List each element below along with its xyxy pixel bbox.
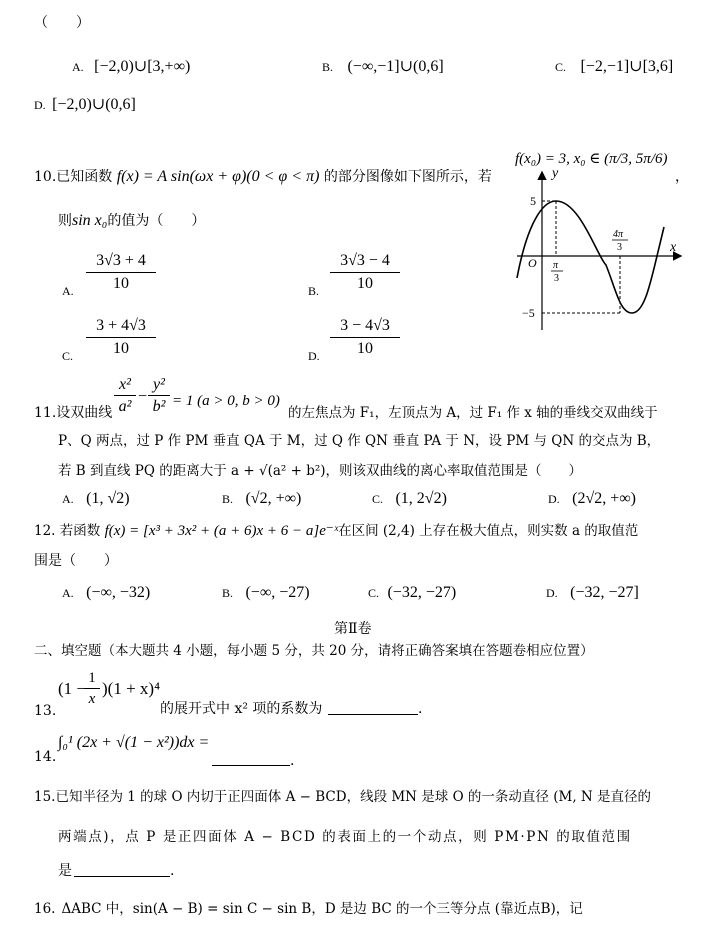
numerator: 3 − 4√3 xyxy=(330,317,400,338)
q11-hyp-condition: = 1 (a > 0, b > 0) xyxy=(172,393,280,409)
q14-answer-blank[interactable] xyxy=(212,765,290,766)
q10-option-c-fraction xyxy=(86,317,156,358)
q10-option-a-fraction xyxy=(86,252,156,293)
q10-sine-graph xyxy=(512,165,687,335)
denominator: 10 xyxy=(113,340,129,357)
denominator: 10 xyxy=(113,275,129,292)
q10-comma: ， xyxy=(675,169,689,185)
q11-option-a: A. (1, √2) xyxy=(62,490,130,507)
numerator: 3 + 4√3 xyxy=(86,317,156,338)
q13-expr-a: (1 − xyxy=(58,679,86,698)
q11-minus: − xyxy=(138,388,148,405)
q11-line2: P、Q 两点，过 P 作 PM 垂直 QA 于 M，过 Q 作 QN 垂直 PA 于 N，设 PM 与 QN 的交点为 B， xyxy=(58,433,661,449)
denominator: 10 xyxy=(357,340,373,357)
q12-option-a: A. (−∞, −32) xyxy=(62,584,151,601)
q11-frac-y: $\frac{\text{y²}}{\text{b²}}$ xyxy=(148,376,170,416)
q11-line1-post: 的左焦点为 F₁，左顶点为 A，过 F₁ 作 x 轴的垂线交双曲线于 xyxy=(288,405,658,421)
q10-stem xyxy=(34,168,492,186)
sine-curve xyxy=(517,201,664,313)
q11-line3: 若 B 到直线 PQ 的距离大于 a + √(a² + b²)，则该双曲线的离心率取值范围是（ ） xyxy=(58,463,583,479)
q9-option-a xyxy=(72,58,190,76)
q9-option-d xyxy=(34,96,136,114)
q10-mid: 的部分图像如下图所示，若 xyxy=(323,169,492,185)
option-text: [−2,0)∪[3,+∞) xyxy=(94,58,191,75)
q16-line1: 16. ΔABC 中，sin(A − B) = sin C − sin B，D 是边 BC 的一个三等分点 (靠近点B)，记 xyxy=(34,901,583,917)
denominator: 10 xyxy=(357,275,373,292)
q11-option-c: C. (1, 2√2) xyxy=(372,490,447,507)
option-letter: A. xyxy=(72,60,84,74)
q12-option-b: B. (−∞, −27) xyxy=(222,584,310,601)
tick1-num: π xyxy=(553,260,559,271)
q15-line2: 两端点)，点 P 是正四面体 A − BCD 的表面上的一个动点，则 PM·PN 的取值范围 xyxy=(58,829,632,845)
q10-condition: f(x₀) = 3, x₀ ∈ (π/3, 5π/6) xyxy=(515,151,668,167)
q15-end: . xyxy=(170,863,175,879)
q12-function: f(x) = [x³ + 3x² + (a + 6)x + 6 − a]e⁻ˣ xyxy=(104,523,339,539)
q15-line1: 15.已知半径为 1 的球 O 内切于正四面体 A − BCD，线段 MN 是球 O 的一条动直径 (M, N 是直径的 xyxy=(34,789,651,805)
option-letter: B. xyxy=(322,60,334,74)
q10-option-a-letter: A. xyxy=(62,284,74,298)
q10-sin-x0: sin x₀ xyxy=(72,212,108,229)
q10-intro: 已知函数 xyxy=(56,169,113,185)
option-letter: C. xyxy=(555,60,567,74)
q15-line3: 是 xyxy=(58,863,72,879)
q9-option-c xyxy=(555,58,673,76)
y-top-label: 5 xyxy=(530,194,536,208)
origin-label: O xyxy=(528,256,537,270)
q14-integral: ∫₀¹ (2x + √(1 − x²))dx = xyxy=(58,734,210,751)
numerator: 3√3 + 4 xyxy=(86,252,156,273)
x-axis-label: x xyxy=(670,240,677,255)
question-number: 10. xyxy=(34,169,57,185)
tick2-num: 4π xyxy=(613,229,624,240)
q13-text: 的展开式中 x² 项的系数为 xyxy=(160,701,323,717)
tick1-den: 3 xyxy=(554,273,559,284)
q10-option-d-fraction xyxy=(330,317,400,358)
q13-frac: $\frac{1}{x}$ xyxy=(84,670,100,708)
q13-number: 13. xyxy=(34,703,57,719)
q9-stem: （ ） xyxy=(34,15,90,31)
part2-section-heading: 二、填空题（本大题共 4 小题，每小题 5 分，共 20 分，请将正确答案填在答题卷相应位置） xyxy=(34,643,594,659)
q13-expr-b: )(1 + x)⁴ xyxy=(102,679,160,698)
q12-line2: 围是（ ） xyxy=(34,553,118,569)
q13-end: . xyxy=(418,701,423,717)
q15-answer-blank[interactable] xyxy=(74,876,170,877)
q11-option-d: D. (2√2, +∞) xyxy=(548,490,636,507)
q12-line1: 12. 若函数 f(x) = [x³ + 3x² + (a + 6)x + 6 − a]e⁻ˣ在区间 (2,4) 上存在极大值点，则实数 a 的取值范 xyxy=(34,523,639,539)
numerator: 3√3 − 4 xyxy=(330,252,400,273)
q9-option-b xyxy=(322,58,444,76)
option-text: [−2,−1]∪[3,6] xyxy=(580,58,674,75)
q10-option-c-letter: C. xyxy=(62,349,74,363)
y-bottom-label: −5 xyxy=(522,306,535,320)
tick2-den: 3 xyxy=(617,242,622,253)
q10-option-b-letter: B. xyxy=(308,284,320,298)
q14-end: . xyxy=(290,753,295,769)
option-text: (−∞,−1]∪(0,6] xyxy=(347,58,444,75)
q12-option-c: C. (−32, −27) xyxy=(368,584,457,601)
q11-option-b: B. (√2, +∞) xyxy=(222,490,302,507)
q10-option-d-letter: D. xyxy=(308,349,320,363)
option-letter: D. xyxy=(34,98,46,112)
y-axis-label: y xyxy=(552,166,559,181)
q10-option-b-fraction xyxy=(330,252,400,293)
q11-line1-pre: 11.设双曲线 xyxy=(34,405,113,421)
q11-frac-x: $\frac{\text{x²}}{\text{a²}}$ xyxy=(114,376,136,416)
option-text: [−2,0)∪(0,6] xyxy=(52,96,136,113)
q10-function: f(x) = A sin(ωx + φ)(0 < φ < π) xyxy=(116,168,320,185)
q10-ask: 则sin x₀的值为（ ） xyxy=(58,212,206,229)
q13-answer-blank[interactable] xyxy=(328,714,418,715)
q14-number: 14. xyxy=(34,749,57,765)
part2-title: 第Ⅱ卷 xyxy=(334,621,372,637)
q12-option-d: D. (−32, −27] xyxy=(546,584,639,601)
